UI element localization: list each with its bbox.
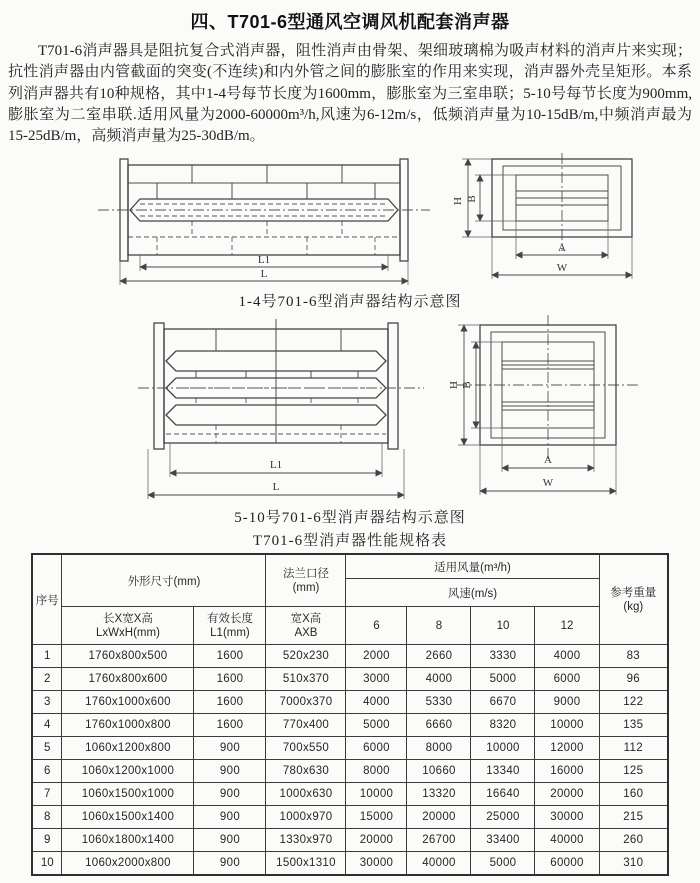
table-cell: 4 [32, 714, 62, 737]
table-cell: 780x630 [266, 760, 346, 783]
table-cell: 6 [32, 760, 62, 783]
dimension-L [148, 449, 404, 499]
table-cell: 4000 [535, 645, 599, 668]
table-cell: 112 [599, 737, 668, 760]
table-cell: 770x400 [266, 714, 346, 737]
table-row [32, 737, 668, 760]
col-header-speed-10: 10 [471, 607, 535, 645]
table-cell: 20000 [535, 783, 599, 806]
silencer-5-10-side-view [136, 315, 426, 505]
table-cell: 8000 [407, 737, 471, 760]
table-cell: 16000 [535, 760, 599, 783]
dim-label-B: B [461, 381, 473, 390]
table-cell: 520x230 [266, 645, 346, 668]
table-cell: 1760x1000x800 [62, 714, 194, 737]
table-cell: 310 [599, 852, 668, 876]
col-header-speed-6: 6 [346, 607, 407, 645]
table-cell: 15000 [346, 806, 407, 829]
table-cell: 900 [194, 852, 266, 876]
col-header-effective-length [194, 607, 266, 645]
table-cell: 1760x1000x600 [62, 691, 194, 714]
table-cell: 1060x1500x1000 [62, 783, 194, 806]
table-row [32, 783, 668, 806]
table-cell: 160 [599, 783, 668, 806]
table-cell: 4000 [407, 668, 471, 691]
table-cell: 900 [194, 737, 266, 760]
dim-label-A: A [558, 242, 566, 255]
table-cell: 40000 [535, 829, 599, 852]
table-cell: 260 [599, 829, 668, 852]
table-cell: 1060x2000x800 [62, 852, 194, 876]
table-cell: 33400 [471, 829, 535, 852]
table-cell: 900 [194, 806, 266, 829]
col-header-windspeed: 风速(m/s) [346, 579, 599, 607]
col-header-effective-line1: 有效长度 [206, 612, 253, 625]
table-cell: 3000 [346, 668, 407, 691]
dim-label-W: W [556, 262, 568, 275]
table-cell: 6660 [407, 714, 471, 737]
dim-label-W: W [542, 477, 554, 490]
table-cell: 40000 [407, 852, 471, 876]
col-header-lwh-line1: 长X宽X高 [103, 612, 153, 625]
col-header-effective-line2: L1(mm) [210, 626, 250, 639]
table-cell: 700x550 [266, 737, 346, 760]
table-cell: 1000x630 [266, 783, 346, 806]
table-cell: 7000x370 [266, 691, 346, 714]
table-cell: 13340 [471, 760, 535, 783]
table-cell: 25000 [471, 806, 535, 829]
table-cell: 2000 [346, 645, 407, 668]
spec-table [31, 553, 669, 876]
col-header-speed-12: 12 [535, 607, 599, 645]
flange-left [154, 323, 164, 449]
col-header-weight-line2: (kg) [623, 600, 644, 613]
dim-label-A: A [544, 454, 552, 467]
dimension-L1 [170, 443, 382, 477]
table-cell: 12000 [535, 737, 599, 760]
table-row [32, 829, 668, 852]
table-cell: 122 [599, 691, 668, 714]
table-cell: 5330 [407, 691, 471, 714]
table-cell: 1600 [194, 714, 266, 737]
table-cell: 6000 [535, 668, 599, 691]
table-cell: 83 [599, 645, 668, 668]
table-cell: 10000 [471, 737, 535, 760]
col-header-weight [599, 554, 668, 645]
table-cell: 1060x1500x1400 [62, 806, 194, 829]
table-cell: 3 [32, 691, 62, 714]
table-row [32, 852, 668, 876]
table-cell: 8000 [346, 760, 407, 783]
table-row [32, 668, 668, 691]
silencer-1-4-cross-section [446, 151, 651, 289]
table-cell: 1600 [194, 645, 266, 668]
table-cell: 2 [32, 668, 62, 691]
table-cell: 6670 [471, 691, 535, 714]
col-header-lwh [62, 607, 194, 645]
table-cell: 900 [194, 829, 266, 852]
table-row [32, 760, 668, 783]
silencer-1-4-side-view [92, 151, 436, 289]
dim-label-L1: L1 [269, 459, 283, 472]
figure-1-4 [8, 151, 692, 289]
table-cell: 9 [32, 829, 62, 852]
table-cell: 2660 [407, 645, 471, 668]
table-cell: 1500x1310 [266, 852, 346, 876]
col-header-flange-line1: 法兰口径 [282, 567, 329, 580]
table-cell: 1760x800x600 [62, 668, 194, 691]
table-cell: 135 [599, 714, 668, 737]
figure-5-10-caption: 5-10号701-6型消声器结构示意图 [234, 510, 466, 527]
dim-label-B: B [466, 195, 478, 204]
table-cell: 8 [32, 806, 62, 829]
table-cell: 900 [194, 760, 266, 783]
col-header-flange-size-line2: AXB [294, 626, 318, 639]
table-cell: 30000 [535, 806, 599, 829]
table-cell: 1760x800x500 [62, 645, 194, 668]
dim-label-H: H [448, 381, 460, 390]
table-cell: 16640 [471, 783, 535, 806]
table-row [32, 806, 668, 829]
table-cell: 900 [194, 783, 266, 806]
dimension-B [466, 175, 516, 221]
col-header-airflow: 适用风量(m³/h) [346, 554, 599, 579]
table-cell: 10 [32, 852, 62, 876]
table-row [32, 691, 668, 714]
table-cell: 1600 [194, 668, 266, 691]
col-header-flange-line2: (mm) [292, 581, 320, 594]
spec-table-title: T701-6型消声器性能规格表 [252, 533, 448, 550]
table-cell: 6000 [346, 737, 407, 760]
table-row [32, 645, 668, 668]
table-cell: 60000 [535, 852, 599, 876]
intro-paragraph: T701-6消声器具是阻抗复合式消声器，阻性消声由骨架、架细玻璃棉为吸声材料的消声片来实现；抗性消声器由内管截面的突变(不连续)和内外管之间的膨胀室的作用来实现，消声器外壳呈矩形。本系列消声器共有10种规格，其中1-4号每节长度为1600mm，膨胀室为三室串联；5-10号每节长度为900mm,膨胀室为二室串联.适用风量为2000-60000m³/h,风速为6-12m/s，低频消声量为10-15dB/m,中频消声最为15-25dB/m，高频消声量为25-30dB/m。 [8, 43, 692, 145]
table-cell: 10660 [407, 760, 471, 783]
table-cell: 13320 [407, 783, 471, 806]
silencer-5-10-cross-section [444, 315, 644, 505]
figure-1-4-caption: 1-4号701-6型消声器结构示意图 [238, 294, 462, 311]
table-cell: 1060x1200x1000 [62, 760, 194, 783]
dim-label-L: L [260, 268, 268, 281]
table-row [32, 714, 668, 737]
col-header-index: 序号 [32, 554, 62, 645]
table-cell: 1600 [194, 691, 266, 714]
table-cell: 26700 [407, 829, 471, 852]
table-cell: 215 [599, 806, 668, 829]
table-cell: 10000 [346, 783, 407, 806]
col-header-flange-size [266, 607, 346, 645]
flange-right [388, 323, 398, 449]
table-cell: 1 [32, 645, 62, 668]
table-cell: 3330 [471, 645, 535, 668]
table-cell: 10000 [535, 714, 599, 737]
col-header-lwh-line2: LxWxH(mm) [96, 626, 160, 639]
table-cell: 7 [32, 783, 62, 806]
table-cell: 1060x1200x800 [62, 737, 194, 760]
table-cell: 5000 [346, 714, 407, 737]
table-cell: 9000 [535, 691, 599, 714]
table-cell: 5 [32, 737, 62, 760]
table-cell: 8320 [471, 714, 535, 737]
dim-label-L: L [272, 481, 280, 494]
table-cell: 20000 [407, 806, 471, 829]
table-cell: 96 [599, 668, 668, 691]
dim-label-L1: L1 [257, 254, 271, 267]
col-header-flange-size-line1: 宽X高 [290, 612, 322, 625]
table-cell: 1330x970 [266, 829, 346, 852]
table-cell: 1060x1800x1400 [62, 829, 194, 852]
table-cell: 30000 [346, 852, 407, 876]
figure-5-10 [8, 315, 692, 505]
table-cell: 1000x970 [266, 806, 346, 829]
table-cell: 510x370 [266, 668, 346, 691]
col-header-weight-line1: 参考重量 [610, 586, 657, 599]
table-cell: 4000 [346, 691, 407, 714]
table-cell: 125 [599, 760, 668, 783]
col-header-flange [266, 554, 346, 607]
col-header-outline: 外形尺寸(mm) [62, 554, 266, 607]
table-cell: 20000 [346, 829, 407, 852]
table-cell: 5000 [471, 852, 535, 876]
col-header-speed-8: 8 [407, 607, 471, 645]
dim-label-H: H [452, 197, 464, 206]
page-title: 四、T701-6型通风空调风机配套消声器 [190, 12, 510, 32]
spec-table-body [32, 645, 668, 876]
table-cell: 5000 [471, 668, 535, 691]
